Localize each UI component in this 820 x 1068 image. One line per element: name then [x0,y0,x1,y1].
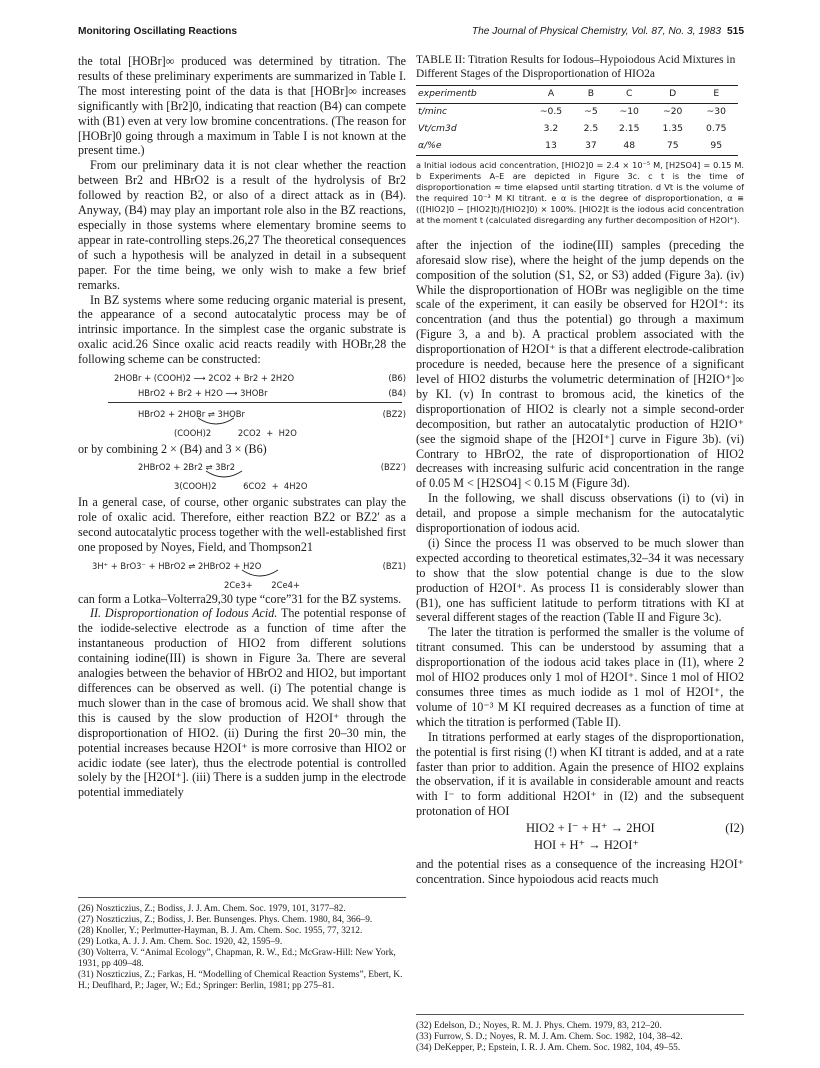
equation-bz2: HBrO2 + 2HOBr ⇌ 3HOBr (BZ2) [138,409,406,420]
table-cell: ~0.5 [539,106,563,118]
equation-i2-line1: HIO2 + I⁻ + H⁺ → 2HOI (I2) [526,821,744,836]
table-row [416,138,738,155]
table-row [416,104,738,121]
table-cell: 2.15 [618,123,640,134]
table-cell: 1.35 [662,123,683,134]
paragraph: can form a Lotka–Volterra29,30 type “core”31 for the BZ systems. [78,591,402,606]
table-header-cell: D [651,86,695,104]
table-cell: 3.2 [543,123,559,134]
table-cell: ~10 [619,106,639,118]
reference: (31) Noszticzius, Z.; Farkas, H. “Modelling of Chemical Reaction Systems”, Ebert, K. H.; Deuflhard, P.; Jager, W.; Ed.; Springer: Berlin, 1981; pp 275–81. [78,970,403,991]
paragraph: the total [HOBr]∞ produced was determined by titration. The results of these preliminary experiments are summarized in Table I. The most interesting point of the data is that [HOBr]∞ increases significantly with [Br2]0, indicating that reaction (B4) can compete with (B1) even at very low bromine concentrations. (The reason for [HOBr]0 going through a maximum in Table I is not known at the present time.) [78,54,406,158]
journal-name: The Journal of Physical Chemistry, Vol. 87, No. 3, 1983 [471,26,721,37]
paragraph-section-ii: II. Disproportionation of Iodous Acid. The potential response of the iodide-selective electrode as a function of time after the instantaneous production of HIO2 from different solutions containing iodine(III) is shown in Figure 3a. There are several analogies between the behavior of HBrO2 and HIO2, but important differences can be observed as well. (i) The potential change is much slower than in the case of bromous acid. We shall show that this is caused by the slow production of H2OI⁺ through the disproportionation of HIO2. (ii) During the first 20–30 min, the potential increases because H2OI⁺ is more corrosive than HIO2 or acidic iodate (see later), thus the electrode potential is controlled solely by the [H2OI⁺]. (iii) There is a sudden jump in the electrode potential immediately [78,606,407,800]
equation-bz1-side: 2Ce3+ 2Ce4+ [78,574,406,590]
table-footnotes: a Initial iodous acid concentration, [HIO2]0 = 2.4 × 10⁻⁵ M, [H2SO4] = 0.15 M. b Experiments A–E are depicted in Figure 3c. c t is the time of disproportionation ≈ time elapsed until starting titration. d Vt is the volume of the required 10⁻³ M KI titrant. e α is the degree of disproportionation, α ≡ (([HIO2]0 − [HIO2]t)/[HIO2]0) × 100%. [HIO2]t is the iodous acid concentration at the moment t (calculated disregarding any further decomposition of H2OI⁺). [416,159,744,225]
reference: (30) Volterra, V. “Animal Ecology”, Chapman, R. W., Ed.; McGraw-Hill: New York, 1931, pp 409–48. [78,948,396,969]
reference: (28) Knoller, Y.; Perlmutter-Hayman, B. J. Am. Chem. Soc. 1955, 77, 3212. [78,926,363,936]
reference: (34) DeKepper, P.; Epstein, I. R. J. Am. Chem. Soc. 1982, 104, 49–55. [416,1043,681,1053]
equation-bz2-side: (COOH)2 2CO2 + H2O [78,422,406,438]
running-title: Monitoring Oscillating Reactions [78,26,238,37]
section-heading: II. Disproportionation of Iodous Acid. [90,606,278,621]
table-header-cell: A [528,86,575,104]
paragraph: or by combining 2 × (B4) and 3 × (B6) [78,442,267,457]
table-cell: 75 [651,138,695,155]
table-caption: TABLE II: Titration Results for Iodous–Hypoiodous Acid Mixtures in Different Stages of the Disproportionation of HIO2a [416,54,736,80]
titration-table [416,85,738,156]
table-header-cell: experimentb [416,86,528,104]
table-cell: ~30 [706,106,726,118]
reference: (26) Noszticzius, Z.; Bodiss, J. J. Am. Chem. Soc. 1979, 101, 3177–82. [78,904,346,914]
reference: (29) Lotka, A. J. J. Am. Chem. Soc. 1920, 42, 1595–9. [78,937,283,947]
footnotes-right [416,1014,744,1054]
table-cell: 48 [607,138,651,155]
paragraph: In titrations performed at early stages of the disproportionation, the potential is first rising (!) when KI titrant is added, and at a rate faster than prior to addition. Again the presence of HIO2 explains the observation, if it is available in considerable amount and reacts with I⁻ to form additional H2OI⁺ in (I2) and the subsequent protonation of HOI [416,729,744,819]
running-header [78,26,744,40]
table-cell: 2.5 [583,123,599,134]
paragraph: (i) Since the process I1 was observed to be much slower than expected according to theoretical estimates,32–34 it was necessary to show that the slow potential change is due to the slow production of H2OI⁺. As process I1 is considerably slower than (B1), one has sufficient latitude to perform titrations with KI at several different stages of the reaction (Table II and Figure 3c). [416,535,744,625]
paragraph: In a general case, of course, other organic substrates can play the role of oxalic acid. Therefore, either reaction BZ2 or BZ2′ as a second autocatalytic process together with the well-established first one proposed by Noyes, Field, and Thompson21 [78,494,406,554]
table-cell: Vt/cm3d [418,123,457,134]
table-cell: 0.75 [706,123,727,134]
table-header-row [416,86,738,104]
equation-i2-line2: HOI + H⁺ → H2OI⁺ [534,838,639,853]
table-cell: α/%e [416,138,528,155]
paragraph: In BZ systems where some reducing organic material is present, the appearance of a second autocatalytic process may be of intrinsic importance. In the simplest case the organic substrate is oxalic acid.26 Since oxalic acid reacts readily with HOBr,28 the following scheme can be constructed: [78,292,406,367]
equation-b4: HBrO2 + Br2 + H2O ⟶ 3HOBr (B4) [138,388,406,399]
left-column [78,54,406,800]
page-number: 515 [727,26,744,37]
reference: (27) Noszticzius, Z.; Bodiss, J. Ber. Bunsenges. Phys. Chem. 1980, 84, 366–9. [78,915,373,925]
equation-bz2-prime-side: 3(COOH)2 6CO2 + 4H2O [78,475,406,491]
table-cell: 95 [694,138,738,155]
table-cell: 37 [574,138,607,155]
table-cell: 13 [528,138,575,155]
table-header-cell: B [574,86,607,104]
table-cell: t/minc [418,106,448,118]
paragraph: From our preliminary data it is not clear whether the reaction between Br2 and HBrO2 is a result of the hydrolysis of Br2 followed by reaction B2, or also of a direct attack as in (B4). Anyway, (B4) may play an important role also in the BZ reactions, especially in those systems where elementary bromine seems to appear in rate-controlling steps.26,27 The theoretical consequences of such a hypothesis will be analyzed in detail in a subsequent paper. For the time being, we only wish to make a few brief remarks. [78,158,406,292]
table-cell: ~20 [663,106,683,118]
paragraph: after the injection of the iodine(III) samples (preceding the aforesaid slow rise), where the height of the jump depends on the composition of the solution (S1, S2, or S3) added (Figure 3a). (iv) While the disproportionation of HOBr was negligible on the time scale of the experiment, it can easily be observed for H2OI⁺: its concentration (and thus the potential) go through a maximum (Figure 3, a and b). A practical problem associated with the disproportionation of H2OI⁺ is that a different electrode-calibration procedure is needed, because here the presence of a significant level of HIO2 disturbs the volumetric determination of [H2IO⁺]∞ by KI. (v) In contrast to bromous acid, the kinetics of the disproportionation of HIO2 is clearly not a simple second-order decomposition, but rather an autocatalytic production of H2IO⁺ (see the sigmoid shape of the [H2OI⁺] curve in Figure 3b). (vi) Contrary to HBrO2, the rate of disproportionation of HIO2 decreases with increasing sulfuric acid concentration in the range of 0.05 M < [H2SO4] < 0.15 M (Figure 3d). [416,237,744,491]
reference: (32) Edelson, D.; Noyes, R. M. J. Phys. Chem. 1979, 83, 212–20. [416,1021,662,1031]
table-cell: ~5 [584,106,598,118]
table-row [416,121,738,138]
equation-divider [108,402,402,403]
equation-bz1: 3H⁺ + BrO3⁻ + HBrO2 ⇌ 2HBrO2 + H2O (BZ1) [92,560,406,571]
paragraph: and the potential rises as a consequence of the increasing H2OI⁺ concentration. Since hypoiodous acid reacts much [416,857,744,887]
paragraph: The later the titration is performed the smaller is the volume of titrant consumed. This can be understood by assuming that a disproportionation of the iodous acid takes place in (I1), where 2 mol of HIO2 produces only 1 mol of H2OI⁺. Since 1 mol of HIO2 consumes three times as much iodide as 1 mol of H2OI⁺, the volume of 10⁻³ M KI required decreases as a function of time at which the titration is performed (Table II). [416,625,744,729]
footnotes-left [78,897,406,992]
journal-citation [472,26,744,37]
right-column [416,54,744,887]
table-header-cell: C [607,86,651,104]
reference: (33) Furrow, S. D.; Noyes, R. M. J. Am. Chem. Soc. 1982, 104, 38–42. [416,1032,683,1042]
paragraph: In the following, we shall discuss observations (i) to (vi) in detail, and propose a simple mechanism for the autocatalytic disproportionation of iodous acid. [416,491,744,536]
table-header-cell: E [694,86,738,104]
equation-bz2-prime: 2HBrO2 + 2Br2 ⇌ 3Br2 (BZ2′) [138,461,406,472]
equation-b6: 2HOBr + (COOH)2 ⟶ 2CO2 + Br2 + 2H2O (B6) [114,373,406,384]
